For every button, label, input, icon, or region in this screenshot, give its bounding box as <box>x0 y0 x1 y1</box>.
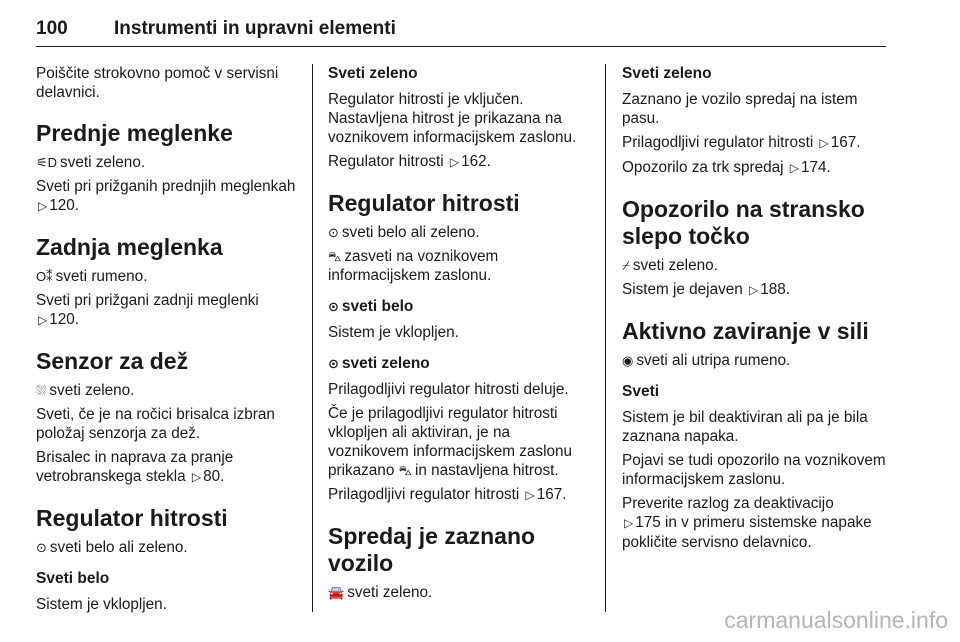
ref-arrow-icon: ▷ <box>191 470 202 484</box>
intro-text: Poiščite strokovno pomoč v servisni delavnici. <box>36 65 279 101</box>
green-ref-text: Regulator hitrosti ▷ 162. <box>328 153 491 170</box>
lit-text-2: Pojavi se tudi opozorilo na voznikovem informacijskem zaslonu. <box>622 452 886 488</box>
heading-emergency-braking: Aktivno zaviranje v sili <box>622 318 869 344</box>
page-ref: 120. <box>49 197 80 214</box>
subheading-lit-white-icon: ⊙ sveti belo <box>328 298 414 315</box>
page-ref: 120. <box>49 311 80 328</box>
rain-sensor-icon: ⛆ <box>36 383 47 398</box>
column-divider <box>312 64 313 612</box>
cruise-control-icon: ⊙ <box>328 299 339 314</box>
ref-arrow-icon: ▷ <box>525 488 535 502</box>
page-ref: 174. <box>801 159 831 176</box>
lit-white-text: Sistem je vklopljen. <box>36 596 167 613</box>
page-number: 100 <box>36 18 68 39</box>
front-fog-status: ⚟D sveti zeleno. <box>36 154 146 171</box>
subheading-lit-green: Sveti zeleno <box>622 65 712 82</box>
heading-rain-sensor: Senzor za dež <box>36 348 189 374</box>
front-fog-text: Sveti pri prižganih prednjih meglenkah ▷ 120. <box>36 178 296 214</box>
rear-fog-status: O⁑ sveti rumeno. <box>36 268 148 285</box>
subheading-lit-white: Sveti belo <box>36 570 110 587</box>
limiter-status: ⊙ sveti belo ali zeleno. <box>328 224 480 241</box>
blind-text: Sistem je dejaven ▷ 188. <box>622 281 791 298</box>
page-ref: 167. <box>536 486 567 503</box>
cruise-status: ⊙ sveti belo ali zeleno. <box>36 539 188 556</box>
green-ref-2: Opozorilo za trk spredaj ▷ 174. <box>622 159 831 176</box>
page-ref: 167. <box>830 134 861 151</box>
watermark: carmanualsonline.info <box>724 607 948 633</box>
cruise-control-icon: ⊙ <box>328 356 339 371</box>
ref-arrow-icon: ▷ <box>749 283 759 297</box>
rear-fog-icon: O⁑ <box>36 269 53 284</box>
ref-arrow-icon: ▷ <box>449 155 460 169</box>
vehicle-status: 🚘 sveti zeleno. <box>328 584 433 601</box>
heading-vehicle-ahead: Spredaj je zaznano vozilo <box>328 523 536 576</box>
vehicle-ahead-icon: 🚘 <box>328 585 345 600</box>
subheading-lit-green-icon: ⊙ sveti zeleno <box>328 355 430 372</box>
column-1 <box>36 64 298 619</box>
front-fog-icon: ⚟D <box>36 155 58 170</box>
green2-text: Prilagodljivi regulator hitrosti deluje. <box>328 381 569 398</box>
white-text: Sistem je vklopljen. <box>328 324 459 341</box>
green2-text-2: Če je prilagodljivi regulator hitrosti vklopljen ali aktiviran, je na voznikovem informacijskem zaslonu prikazano ⛍ in nastavljena hitrost. <box>328 405 572 479</box>
green-ref-1: Prilagodljivi regulator hitrosti ▷ 167. <box>622 134 861 151</box>
cruise-control-icon: ⊙ <box>36 540 47 555</box>
rain-text: Sveti, če je na ročici brisalca izbran položaj senzorja za dež. <box>36 406 275 442</box>
green-text: Zaznano je vozilo spredaj na istem pasu. <box>622 91 858 127</box>
ref-arrow-icon: ▷ <box>624 516 634 530</box>
page-header <box>36 12 886 47</box>
heading-cruise-control: Regulator hitrosti <box>36 505 228 531</box>
subheading-lit-green: Sveti zeleno <box>328 65 418 82</box>
column-3 <box>622 64 890 557</box>
page-ref: 162. <box>461 153 491 170</box>
heading-speed-limiter: Regulator hitrosti <box>328 190 520 216</box>
column-divider <box>605 64 606 612</box>
green2-ref-text: Prilagodljivi regulator hitrosti ▷ 167. <box>328 486 567 503</box>
vehicle-ahead-small-icon: ⛍ <box>328 249 342 264</box>
vehicle-ahead-small-icon: ⛍ <box>398 463 412 478</box>
page-ref: 188. <box>760 281 791 298</box>
heading-rear-fog: Zadnja meglenka <box>36 234 223 260</box>
subheading-lit: Sveti <box>622 383 660 400</box>
lit-text-3: Preverite razlog za deaktivacijo ▷ 175 in v primeru sistemske napake pokličite servisno delavnico. <box>622 495 872 551</box>
column-2 <box>328 64 593 607</box>
rear-fog-text: Sveti pri prižgani zadnji meglenki ▷ 120. <box>36 292 259 328</box>
ref-arrow-icon: ▷ <box>38 313 48 327</box>
lit-text: Sistem je bil deaktiviran ali pa je bila zaznana napaka. <box>622 409 868 445</box>
page-title: Instrumenti in upravni elementi <box>114 18 396 39</box>
rain-text-2: Brisalec in naprava za pranje vetrobranskega stekla ▷ 80. <box>36 449 234 485</box>
ref-arrow-icon: ▷ <box>789 161 800 175</box>
ref-arrow-icon: ▷ <box>819 136 829 150</box>
heading-blind-spot: Opozorilo na stransko slepo točko <box>622 196 865 249</box>
page-ref: 80. <box>203 468 225 485</box>
cruise-control-icon: ⊙ <box>328 225 339 240</box>
green-text: Regulator hitrosti je vključen. Nastavljena hitrost je prikazana na voznikovem informacijskem zaslonu. <box>328 91 577 146</box>
emergency-brake-icon: ◉ <box>622 353 634 368</box>
heading-front-fog: Prednje meglenke <box>36 120 233 146</box>
blind-status: ⌿ sveti zeleno. <box>622 257 718 274</box>
limiter-display-text: ⛍ zasveti na voznikovem informacijskem zaslonu. <box>328 248 499 284</box>
ref-arrow-icon: ▷ <box>38 199 48 213</box>
brake-status: ◉ sveti ali utripa rumeno. <box>622 352 791 369</box>
rain-status: ⛆ sveti zeleno. <box>36 382 135 399</box>
blind-spot-icon: ⌿ <box>622 258 630 273</box>
page-ref: 175 <box>635 514 661 531</box>
